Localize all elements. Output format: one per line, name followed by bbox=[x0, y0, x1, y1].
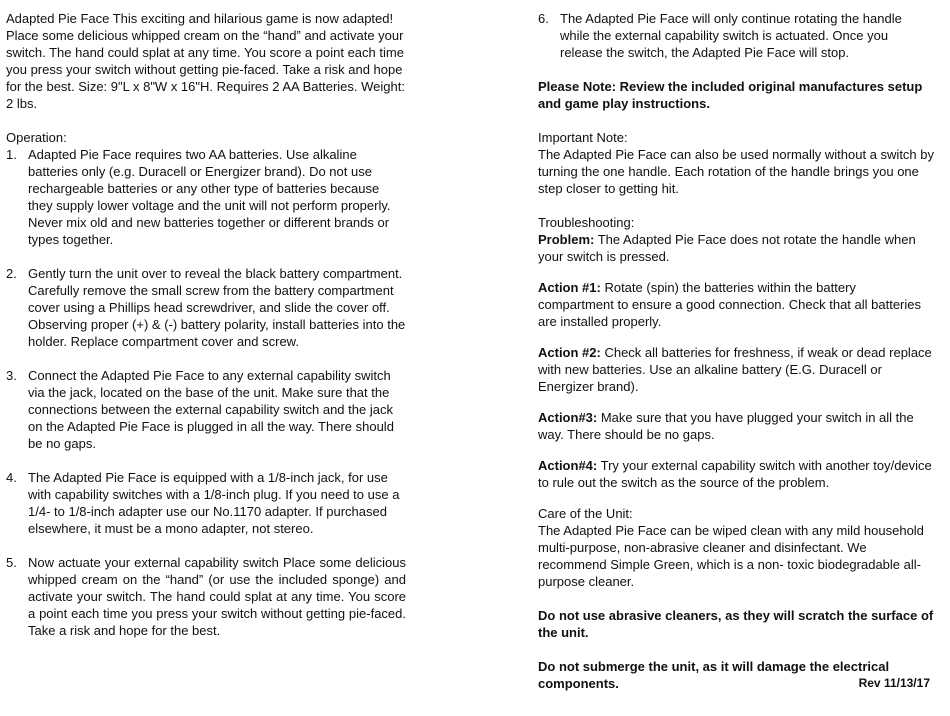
care-text: The Adapted Pie Face can be wiped clean with any mild household multi-purpose, non-abrasive cleaner and disinfectant. We recommend Simple Green, which is a non- toxic biodegradable all-purpose cleaner. bbox=[538, 523, 924, 589]
step-text: Now actuate your external capability switch Place some delicious whipped cream on the “hand” (or use the included sponge) and activate your switch. The hand could splat at any time. You score a point each time you press your switch without getting pie-faced. Take a risk and hope for the best. bbox=[28, 555, 406, 638]
warning-abrasive: Do not use abrasive cleaners, as they will scratch the surface of the unit. bbox=[538, 608, 934, 640]
operation-step-6 bbox=[538, 10, 934, 61]
step-number: 3. bbox=[6, 368, 17, 383]
step-number: 2. bbox=[6, 266, 17, 281]
problem-label: Problem: bbox=[538, 232, 595, 247]
step-text: Adapted Pie Face requires two AA batteries. Use alkaline batteries only (e.g. Duracell or Energizer brand). Do not use rechargeable batteries or any other type of batteries because they supply lower voltage and the unit will not perform properly. Never mix old and new batteries together or different brands or types together. bbox=[28, 147, 391, 247]
operation-step-3 bbox=[6, 367, 406, 452]
operation-step-2 bbox=[6, 265, 406, 350]
last-line bbox=[538, 675, 934, 692]
care-heading: Care of the Unit: bbox=[538, 506, 633, 521]
step-number: 4. bbox=[6, 470, 17, 485]
warning-submerge-line1: Do not submerge the unit, as it will damage the electrical bbox=[538, 659, 890, 674]
action-1 bbox=[538, 279, 934, 330]
action-text: Make sure that you have plugged your switch in all the way. There should be no gaps. bbox=[538, 410, 914, 442]
revision-date: Rev 11/13/17 bbox=[858, 676, 930, 690]
problem-text: The Adapted Pie Face does not rotate the handle when your switch is pressed. bbox=[538, 232, 916, 264]
action-2 bbox=[538, 344, 934, 395]
action-4 bbox=[538, 457, 934, 491]
important-heading: Important Note: bbox=[538, 130, 628, 145]
step-text: The Adapted Pie Face is equipped with a 1/8-inch jack, for use with capability switches with a 1/8-inch plug. If you need to use a 1/4- to 1/8-inch adapter use our No.1170 adapter. If purchased elsewhere, it must be a mono adapter, not stereo. bbox=[28, 470, 400, 536]
important-text: The Adapted Pie Face can also be used normally without a switch by turning the one handle. Each rotation of the handle brings you one step closer to getting hit. bbox=[538, 147, 934, 196]
intro-paragraph: Adapted Pie Face This exciting and hilarious game is now adapted! Place some delicious whipped cream on the “hand” and activate your switch. The hand could splat at any time. You score a point each time you press your switch without getting pie-faced. Take a risk and hope for the best. Size: 9"L x 8"W x 16"H. Requires 2 AA Batteries. Weight: 2 lbs. bbox=[6, 11, 405, 111]
right-column bbox=[538, 10, 934, 692]
action-label: Action #1: bbox=[538, 280, 601, 295]
step-text: Gently turn the unit over to reveal the black battery compartment. Carefully remove the small screw from the battery compartment cover using a Phillips head screwdriver, and slide the cover off. Observing proper (+) & (-) battery polarity, install batteries into the holder. Replace compartment cover and screw. bbox=[28, 266, 406, 349]
operation-step-4 bbox=[6, 469, 406, 537]
action-text: Rotate (spin) the batteries within the battery compartment to ensure a good connection. Check that all batteries are installed properly. bbox=[538, 280, 921, 329]
action-label: Action#4: bbox=[538, 458, 598, 473]
action-text: Try your external capability switch with another toy/device to rule out the switch as the source of the problem. bbox=[538, 458, 932, 490]
action-text: Check all batteries for freshness, if weak or dead replace with new batteries. Use an alkaline battery (E.G. Duracell or Energizer brand). bbox=[538, 345, 932, 394]
problem-paragraph bbox=[538, 231, 934, 265]
action-label: Action#3: bbox=[538, 410, 598, 425]
troubleshooting-heading: Troubleshooting: bbox=[538, 215, 635, 230]
step-number: 1. bbox=[6, 147, 17, 162]
step-text: Connect the Adapted Pie Face to any external capability switch via the jack, located on the base of the unit. Make sure that the connections between the external capability switch and the jack on the Adapted Pie Face is plugged in all the way. There should be no gaps. bbox=[28, 368, 394, 451]
operation-heading: Operation: bbox=[6, 130, 67, 145]
warning-submerge-line2: components. bbox=[538, 676, 619, 691]
step-number: 6. bbox=[538, 11, 549, 26]
operation-step-5 bbox=[6, 554, 406, 639]
please-note: Please Note: Review the included original manufactures setup and game play instructions. bbox=[538, 79, 923, 111]
action-label: Action #2: bbox=[538, 345, 601, 360]
operation-step-1 bbox=[6, 146, 406, 248]
step-number: 5. bbox=[6, 555, 17, 570]
step-text: The Adapted Pie Face will only continue rotating the handle while the external capability switch is actuated. Once you release the switch, the Adapted Pie Face will stop. bbox=[560, 11, 902, 60]
action-3 bbox=[538, 409, 934, 443]
left-column bbox=[6, 10, 406, 639]
